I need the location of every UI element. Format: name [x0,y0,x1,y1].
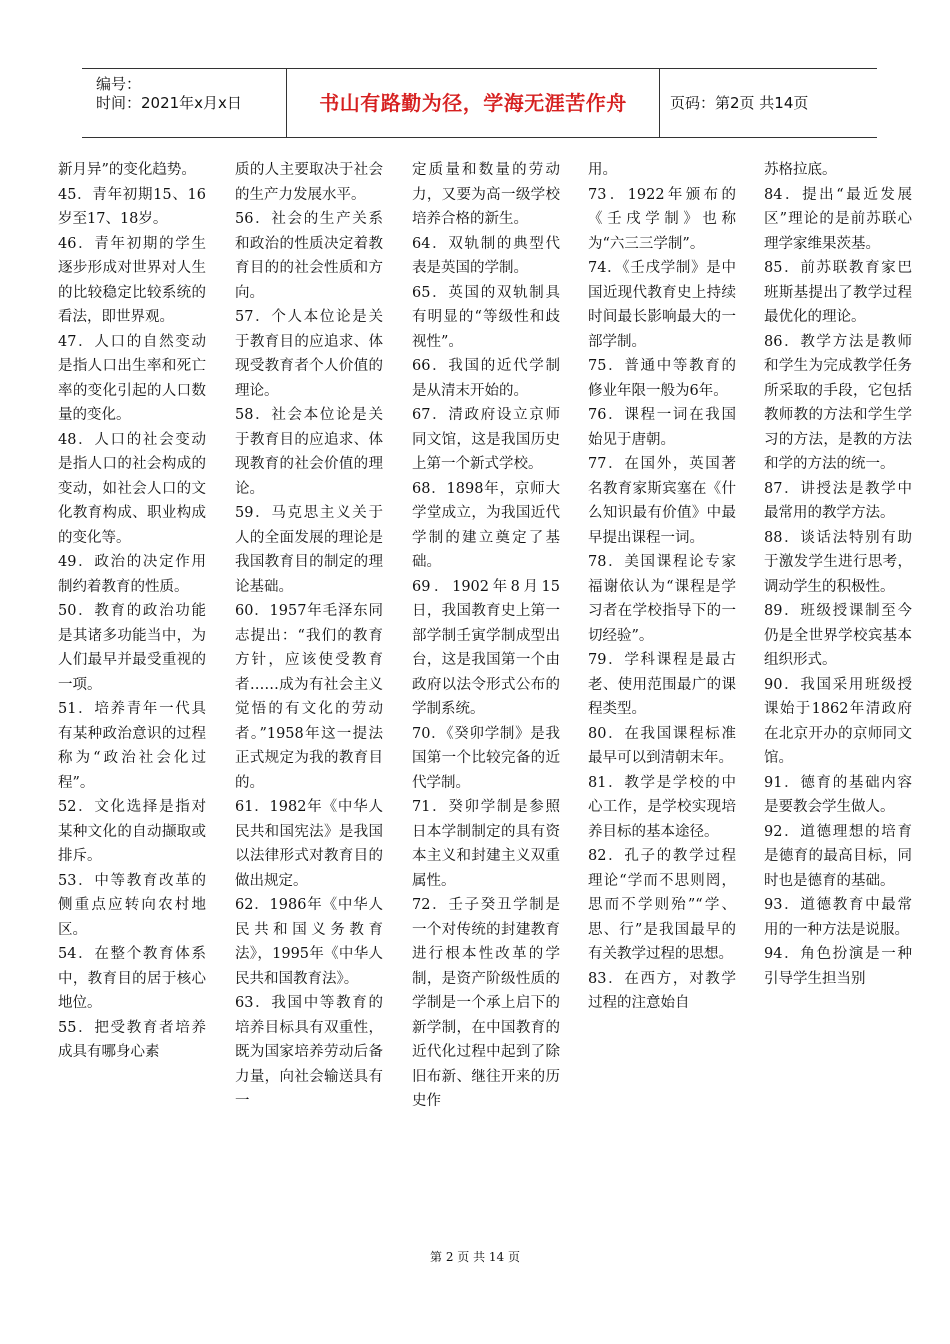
paragraph: 新月异”的变化趋势。 [58,162,196,178]
paragraph: 47．人口的自然变动是指人口出生率和死亡率的变化引起的人口数量的变化。 [58,333,206,423]
paragraph: 74．《壬戌学制》是中国近现代教育史上持续时间最长影响最大的一部学制。 [588,260,736,350]
paragraph: 70．《癸卯学制》是我国第一个比较完备的近代学制。 [412,725,560,791]
paragraph: 89．班级授课制至今仍是全世界学校宾基本组织形式。 [764,603,912,668]
text-column-3 [412,158,560,1114]
paragraph: 54．在整个教育体系中，教育目的居于核心地位。 [58,946,206,1011]
paragraph: 64．双轨制的典型代表是英国的学制。 [412,235,560,276]
paragraph: 66．我国的近代学制是从清末开始的。 [412,358,560,399]
paragraph: 58．社会本位论是关于教育目的应追求、体现教育的社会价值的理论。 [235,407,383,497]
header-motto: 书山有路勤为径，学海无涯苦作舟 [287,69,660,137]
text-column-4 [588,158,736,1016]
paragraph: 84．提出“最近发展区”理论的是前苏联心理学家维果茨基。 [764,186,912,252]
paragraph: 51．培养青年一代具有某种政治意识的过程称为“政治社会化过程”。 [58,701,206,791]
page-footer: 第 2 页 共 14 页 [430,1250,520,1264]
paragraph: 91．德育的基础内容是要教会学生做人。 [764,774,912,815]
paragraph: 72．壬子癸丑学制是一个对传统的封建教育进行根本性改革的学制，是资产阶级性质的学制是一个承上启下的新学制，在中国教育的近代化过程中起到了除旧布新、继往开来的历史作 [412,897,560,1109]
paragraph: 61．1982年《中华人民共和国宪法》是我国以法律形式对教育目的做出规定。 [235,799,383,889]
paragraph: 79．学科课程是最古老、使用范围最广的课程类型。 [588,652,736,717]
paragraph: 50．教育的政治功能是其诸多功能当中，为人们最早并最受重视的一项。 [58,603,206,693]
paragraph: 76．课程一词在我国始见于唐朝。 [588,407,736,448]
paragraph: 质的人主要取决于社会的生产力发展水平。 [235,162,383,203]
paragraph: 81．教学是学校的中心工作，是学校实现培养目标的基本途径。 [588,774,736,840]
paragraph: 57．个人本位论是关于教育目的应追求、体现受教育者个人价值的理论。 [235,309,383,399]
paragraph: 94．角色扮演是一种引导学生担当别 [764,946,912,987]
paragraph: 53．中等教育改革的侧重点应转向农村地区。 [58,872,206,938]
paragraph: 83．在西方，对教学过程的注意始自 [588,970,736,1011]
paragraph: 69．1902年8月15日，我国教育史上第一部学制壬寅学制成型出台，这是我国第一个由政府以法令形式公布的学制系统。 [412,578,560,717]
paragraph: 苏格拉底。 [764,162,837,178]
paragraph: 80．在我国课程标准最早可以到清朝末年。 [588,725,736,766]
paragraph: 75．普通中等教育的修业年限一般为6年。 [588,358,736,399]
paragraph: 60．1957年毛泽东同志提出：“我们的教育方针，应该使受教育者……成为有社会主义觉悟的有文化的劳动者。”1958年这一提法正式规定为我的教育目的。 [235,603,383,791]
paragraph: 67．清政府设立京师同文馆，这是我国历史上第一个新式学校。 [412,407,560,472]
paragraph: 定质量和数量的劳动力，又要为高一级学校培养合格的新生。 [412,162,560,227]
paragraph: 65．英国的双轨制具有明显的“等级性和歧视性”。 [412,284,560,350]
text-column-2 [235,158,383,1114]
paragraph: 86．教学方法是教师和学生为完成教学任务所采取的手段，它包括教师教的方法和学生学习的方法，是教的方法和学的方法的统一。 [764,333,912,472]
paragraph: 90．我国采用班级授课始于1862年清政府在北京开办的京师同文馆。 [764,676,912,766]
paragraph: 59．马克思主义关于人的全面发展的理论是我国教育目的制定的理论基础。 [235,505,383,595]
number-label: 编号： [96,75,142,93]
paragraph: 45．青年初期15、16岁至17、18岁。 [58,186,206,227]
paragraph: 77．在国外，英国著名教育家斯宾塞在《什么知识最有价值》中最早提出课程一词。 [588,456,736,546]
header-meta [82,69,287,137]
paragraph: 63．我国中等教育的培养目标具有双重性，既为国家培养劳动后备力量，向社会输送具有一 [235,995,383,1109]
paragraph: 62．1986年《中华人民共和国义务教育法》，1995年《中华人民共和国教育法》。 [235,897,383,987]
paragraph: 48．人口的社会变动是指人口的社会构成的变动，如社会人口的文化教育构成、职业构成的变化等。 [58,431,206,546]
paragraph: 92．道德理想的培育是德育的最高目标，同时也是德育的基础。 [764,823,912,889]
paragraph: 56．社会的生产关系和政治的性质决定着教育目的的社会性质和方向。 [235,211,383,301]
page-header [82,68,877,138]
paragraph: 73．1922年颁布的《壬戌学制》也称为“六三三学制”。 [588,186,736,252]
paragraph: 71．癸卯学制是参照日本学制制定的具有资本主义和封建主义双重属性。 [412,799,560,889]
paragraph: 55．把受教育者培养成具有哪身心素 [58,1019,206,1060]
paragraph: 93．道德教育中最常用的一种方法是说服。 [764,897,912,938]
paragraph: 88．谈话法特别有助于激发学生进行思考，调动学生的积极性。 [764,529,912,595]
text-column-1 [58,158,206,1065]
paragraph: 87．讲授法是教学中最常用的教学方法。 [764,480,912,521]
paragraph: 78．美国课程论专家福谢依认为“课程是学习者在学校指导下的一切经验”。 [588,554,736,644]
text-column-5 [764,158,912,991]
paragraph: 46．青年初期的学生逐步形成对世界对人生的比较稳定比较系统的看法，即世界观。 [58,235,206,325]
paragraph: 68．1898年，京师大学堂成立，为我国近代学制的建立奠定了基础。 [412,480,560,570]
paragraph: 82．孔子的教学过程理论“学而不思则罔，思而不学则殆”“学、思、行”是我国最早的有关教学过程的思想。 [588,848,736,962]
paragraph: 49．政治的决定作用制约着教育的性质。 [58,554,206,595]
time-label: 时间：2021年x月x日 [96,94,242,112]
paragraph: 85．前苏联教育家巴班斯基提出了教学过程最优化的理论。 [764,260,912,325]
header-page-label: 页码：第2页 共14页 [670,94,809,112]
paragraph: 52．文化选择是指对某种文化的自动撷取或排斥。 [58,799,206,864]
paragraph: 用。 [588,162,617,178]
